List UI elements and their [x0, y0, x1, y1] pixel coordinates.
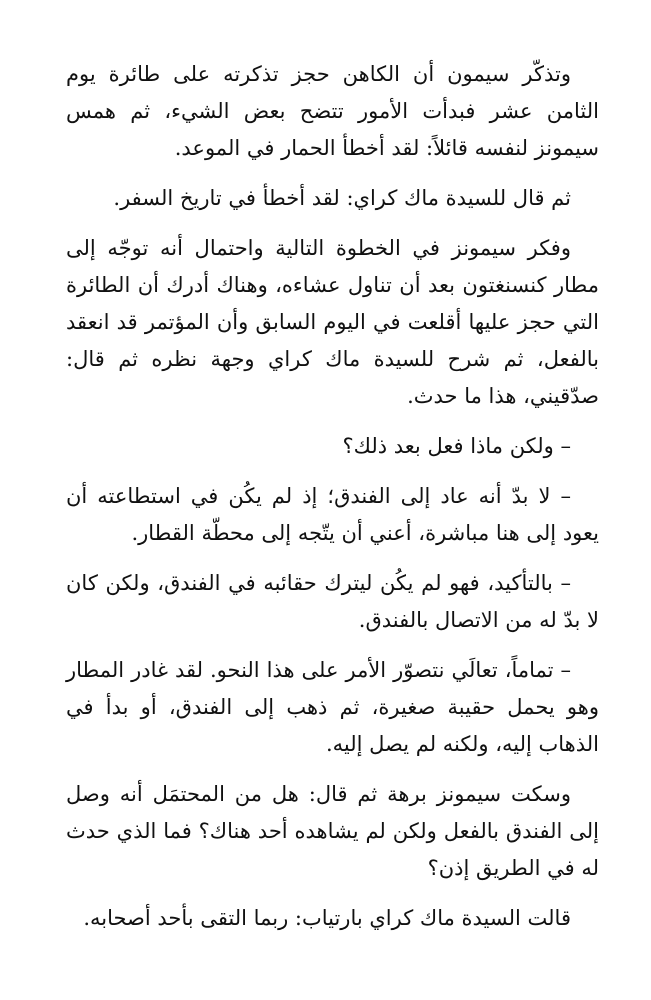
paragraph: – تماماً، تعالَي نتصوّر الأمر على هذا النحو. لقد غادر المطار وهو يحمل حقيبة صغيرة، ثم ذهب إلى الفندق، أو بدأ في الذهاب إليه، ولكنه لم يصل إليه.: [66, 658, 599, 756]
paragraph: قالت السيدة ماك كراي بارتياب: ربما التقى بأحد أصحابه.: [83, 906, 571, 930]
paragraph: وتذكّر سيمون أن الكاهن حجز تذكرته على طائرة يوم الثامن عشر فبدأت الأمور تتضح بعض الشيء، ثم همس سيمونز لنفسه قائلاً: لقد أخطأ الحمار في الموعد.: [66, 62, 599, 160]
paragraph: وفكر سيمونز في الخطوة التالية واحتمال أنه توجّه إلى مطار كنسنغتون بعد أن تناول عشاءه، وهناك أدرك أن الطائرة التي حجز عليها أقلعت في اليوم السابق وأن المؤتمر قد انعقد بالفعل، ثم شرح للسيدة ماك كراي وجهة نظره ثم قال: صدّقيني، هذا ما حدث.: [66, 236, 599, 408]
paragraph: – ولكن ماذا فعل بعد ذلك؟: [342, 434, 571, 458]
paragraph: وسكت سيمونز برهة ثم قال: هل من المحتمَل أنه وصل إلى الفندق بالفعل ولكن لم يشاهده أحد هناك؟ فما الذي حدث له في الطريق إذن؟: [66, 782, 599, 880]
paragraph: ثم قال للسيدة ماك كراي: لقد أخطأ في تاريخ السفر.: [113, 186, 571, 210]
paragraph: – بالتأكيد، فهو لم يكُن ليترك حقائبه في الفندق، ولكن كان لا بدّ له من الاتصال بالفندق.: [66, 571, 599, 632]
paragraph: – لا بدّ أنه عاد إلى الفندق؛ إذ لم يكُن في استطاعته أن يعود إلى هنا مباشرة، أعني أن يتّجه إلى محطّة القطار.: [66, 484, 599, 545]
